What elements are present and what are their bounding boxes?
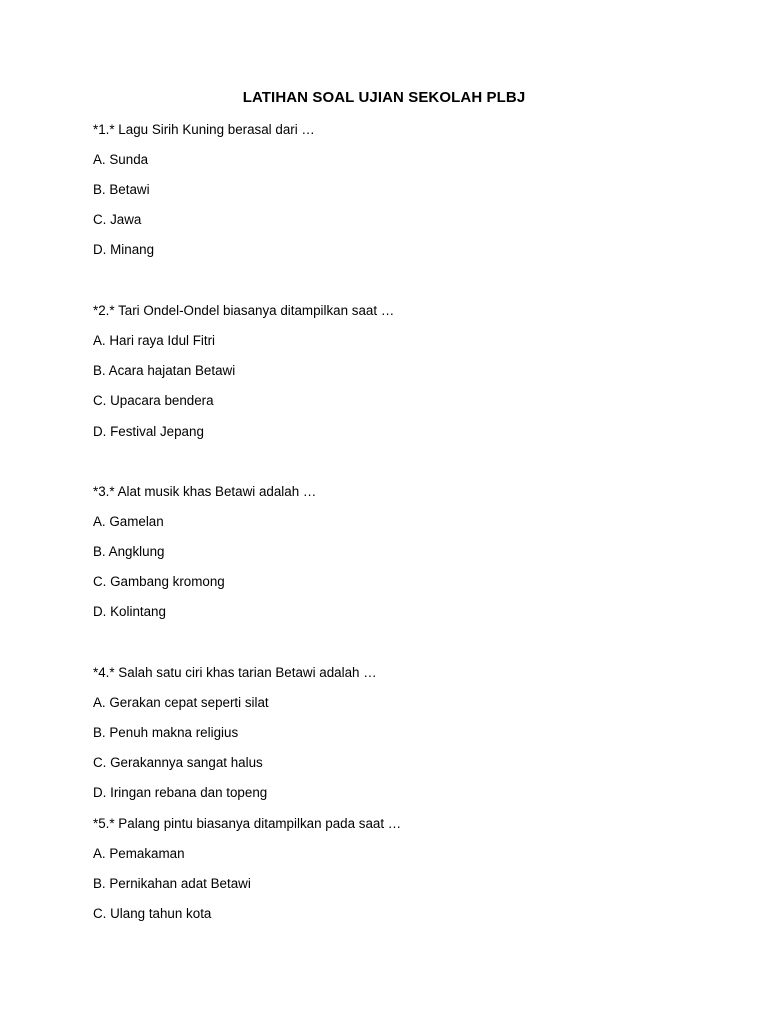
question-4-option-c: C. Gerakannya sangat halus	[93, 755, 263, 770]
question-3-option-d: D. Kolintang	[93, 604, 166, 619]
question-5-option-a: A. Pemakaman	[93, 846, 185, 861]
document-title: LATIHAN SOAL UJIAN SEKOLAH PLBJ	[242, 89, 526, 106]
question-2-option-c: C. Upacara bendera	[93, 393, 214, 408]
question-4-text: *4.* Salah satu ciri khas tarian Betawi adalah …	[93, 665, 377, 680]
question-1-text: *1.* Lagu Sirih Kuning berasal dari …	[93, 122, 315, 137]
question-2-option-b: B. Acara hajatan Betawi	[93, 363, 236, 378]
question-4-option-a: A. Gerakan cepat seperti silat	[93, 695, 269, 710]
question-3-option-c: C. Gambang kromong	[93, 574, 225, 589]
question-1-option-d: D. Minang	[93, 242, 155, 257]
question-5-option-c: C. Ulang tahun kota	[93, 906, 212, 921]
question-5-text: *5.* Palang pintu biasanya ditampilkan pada saat …	[93, 816, 402, 831]
question-2-option-d: D. Festival Jepang	[93, 424, 204, 439]
question-4-option-d: D. Iringan rebana dan topeng	[93, 785, 268, 800]
question-1-option-b: B. Betawi	[93, 182, 150, 197]
question-2-text: *2.* Tari Ondel-Ondel biasanya ditampilkan saat …	[93, 303, 395, 318]
question-1-option-a: A. Sunda	[93, 152, 149, 167]
question-3-option-b: B. Angklung	[93, 544, 165, 559]
question-5-option-b: B. Pernikahan adat Betawi	[93, 876, 251, 891]
question-2-option-a: A. Hari raya Idul Fitri	[93, 333, 216, 348]
question-3-option-a: A. Gamelan	[93, 514, 164, 529]
question-1-option-c: C. Jawa	[93, 212, 142, 227]
question-3-text: *3.* Alat musik khas Betawi adalah …	[93, 484, 317, 499]
question-4-option-b: B. Penuh makna religius	[93, 725, 239, 740]
